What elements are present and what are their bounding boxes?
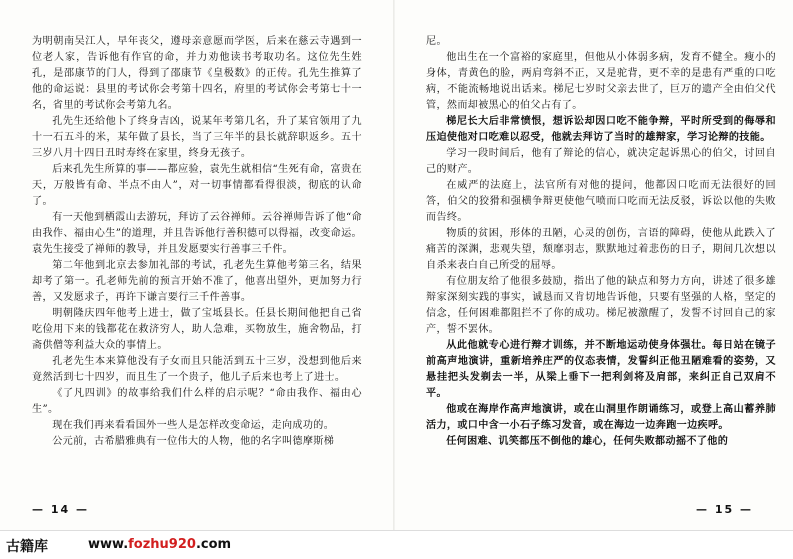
paragraph: 《了凡四训》的故事给我们什么样的启示呢？“命由我作、福由心生”。 bbox=[32, 388, 362, 415]
watermark-footer bbox=[0, 530, 793, 559]
site-url[interactable] bbox=[88, 537, 231, 552]
site-url-prefix: www. bbox=[88, 537, 129, 552]
paragraph: 现在我们再来看看国外一些人是怎样改变命运，走向成功的。 bbox=[52, 420, 335, 431]
paragraph: 他出生在一个富裕的家庭里，但他从小体弱多病，发育不健全。瘦小的身体，青黄色的脸，两肩弯斜不正，又是驼背，更不幸的是患有严重的口吃病，不能流畅地说出话来。梯尼七岁时父亲去世了，巨万的遗产全由伯父代管，然而却被黑心的伯父占有了。 bbox=[426, 52, 776, 111]
paragraph: 孔先生还给他卜了终身吉凶，说某年考第几名，升了某官领用了九十一石五斗的米，某年做了县长，当了三年半的县长就辞职返乡。五十三岁八月十四日丑时寿终在家里，终身无孩子。 bbox=[32, 116, 362, 159]
paragraph: 有位朋友给了他很多鼓励，指出了他的缺点和努力方向，讲述了很多雄辩家深刻实践的事实，诚恳而又肯切地告诉他，只要有坚强的人格，坚定的信念，任何困难都阻拦不了你的成功。梯尼被激醒了，发誓不讨回自己的家产，誓不罢休。 bbox=[426, 276, 776, 335]
paragraph: 他或在海岸作高声地演讲，或在山洞里作朗诵练习，或登上高山蓄养肺活力，或口中含一小石子练习发音，或在海边一边奔跑一边疾呼。 bbox=[426, 404, 776, 431]
paragraph: 明朝隆庆四年他考上进士，做了宝坻县长。任县长期间他把自己省吃俭用下来的钱都花在救济穷人，助人急难，买物放生，施舍物品，打斋供僧等利益大众的事情上。 bbox=[32, 308, 362, 351]
paragraph: 从此他就专心进行辩才训练，并不断地运动使身体强壮。每日站在镜子前高声地演讲，重新培养庄严的仪态表情，发誓纠正他丑陋难看的姿势，又悬挂把头发剃去一半，从梁上垂下一把利剑将及肩部，来纠正自己双肩不平。 bbox=[426, 340, 776, 399]
left-page bbox=[32, 34, 362, 522]
paragraph: 学习一段时间后，他有了辩论的信心，就决定起诉黑心的伯父，讨回自己的财产。 bbox=[426, 148, 776, 175]
paragraph: 在威严的法庭上，法官所有对他的提问，他都因口吃而无法很好的回答，伯父的狡猾和强横争辩更使他气喷而口吃而无法反驳，诉讼以他的失败而告终。 bbox=[426, 180, 776, 223]
site-url-main: fozhu920 bbox=[128, 537, 196, 552]
right-page bbox=[426, 34, 776, 522]
paragraph: 公元前，古希腊雅典有一位伟大的人物，他的名字叫德摩斯梯 bbox=[52, 436, 335, 447]
paragraph: 尼。 bbox=[426, 36, 447, 47]
page-number-left: — 14 — bbox=[32, 503, 89, 516]
paragraph: 孔老先生本来算他没有子女而且只能活到五十三岁，没想到他后来竟然活到七十四岁，而且生了一个贵子，他儿子后来也考上了进士。 bbox=[32, 356, 362, 383]
paragraph: 为明朝南吴江人，早年丧父，遵母亲意愿而学医，后来在慈云寺遇到一位老人家，告诉他有作官的命，并力劝他读书考取功名。这位先生姓孔，是邵康节的门人，得到了邵康节《皇极数》的正传。孔先生推算了他的命运说：县里的考试你会考第十四名，府里的考试你会考第七十一名，省里的考试你会考第九名。 bbox=[32, 36, 362, 111]
book-gutter bbox=[393, 0, 395, 530]
paragraph: 任何困难、讥笑都压不倒他的雄心，任何失败都动摇不了他的 bbox=[446, 436, 729, 447]
page-number-right: — 15 — bbox=[696, 503, 753, 516]
paragraph: 有一天他到栖霞山去游玩，拜访了云谷禅师。云谷禅师告诉了他“命由我作、福由心生”的道理，并且告诉他行善积德可以得福，改变命运。袁先生接受了禅师的教导，并且发愿要实行善事三千件。 bbox=[32, 212, 362, 255]
paragraph: 第二年他到北京去参加礼部的考试，孔老先生算他考第三名，结果却考了第一。孔老师先前的预言开始不准了，他喜出望外，更加努力行善，又发愿求子，再许下谦言要行三千件善事。 bbox=[32, 260, 362, 303]
paragraph: 梯尼长大后非常愤恨，想诉讼却因口吃不能争辩，平时所受到的侮辱和压迫使他对口吃难以忍受，他就去拜访了当时的雄辩家，学习论辩的技能。 bbox=[426, 116, 776, 143]
site-name: 古籍库 bbox=[6, 539, 48, 555]
site-url-suffix: .com bbox=[195, 537, 232, 552]
paragraph: 物质的贫困，形体的丑陋，心灵的创伤，言语的障碍，使他从此跌入了痛苦的深渊，悲观失望，颓靡羽志，默默地过着悲伤的日子，期间几次想以自杀来表白自己所受的屈辱。 bbox=[426, 228, 776, 271]
paragraph: 后来孔先生所算的事——都应验，袁先生就相信“生死有命，富贵在天，万般皆有命、半点不由人”，对一切事情都看得很淡，彻底的认命了。 bbox=[32, 164, 362, 207]
